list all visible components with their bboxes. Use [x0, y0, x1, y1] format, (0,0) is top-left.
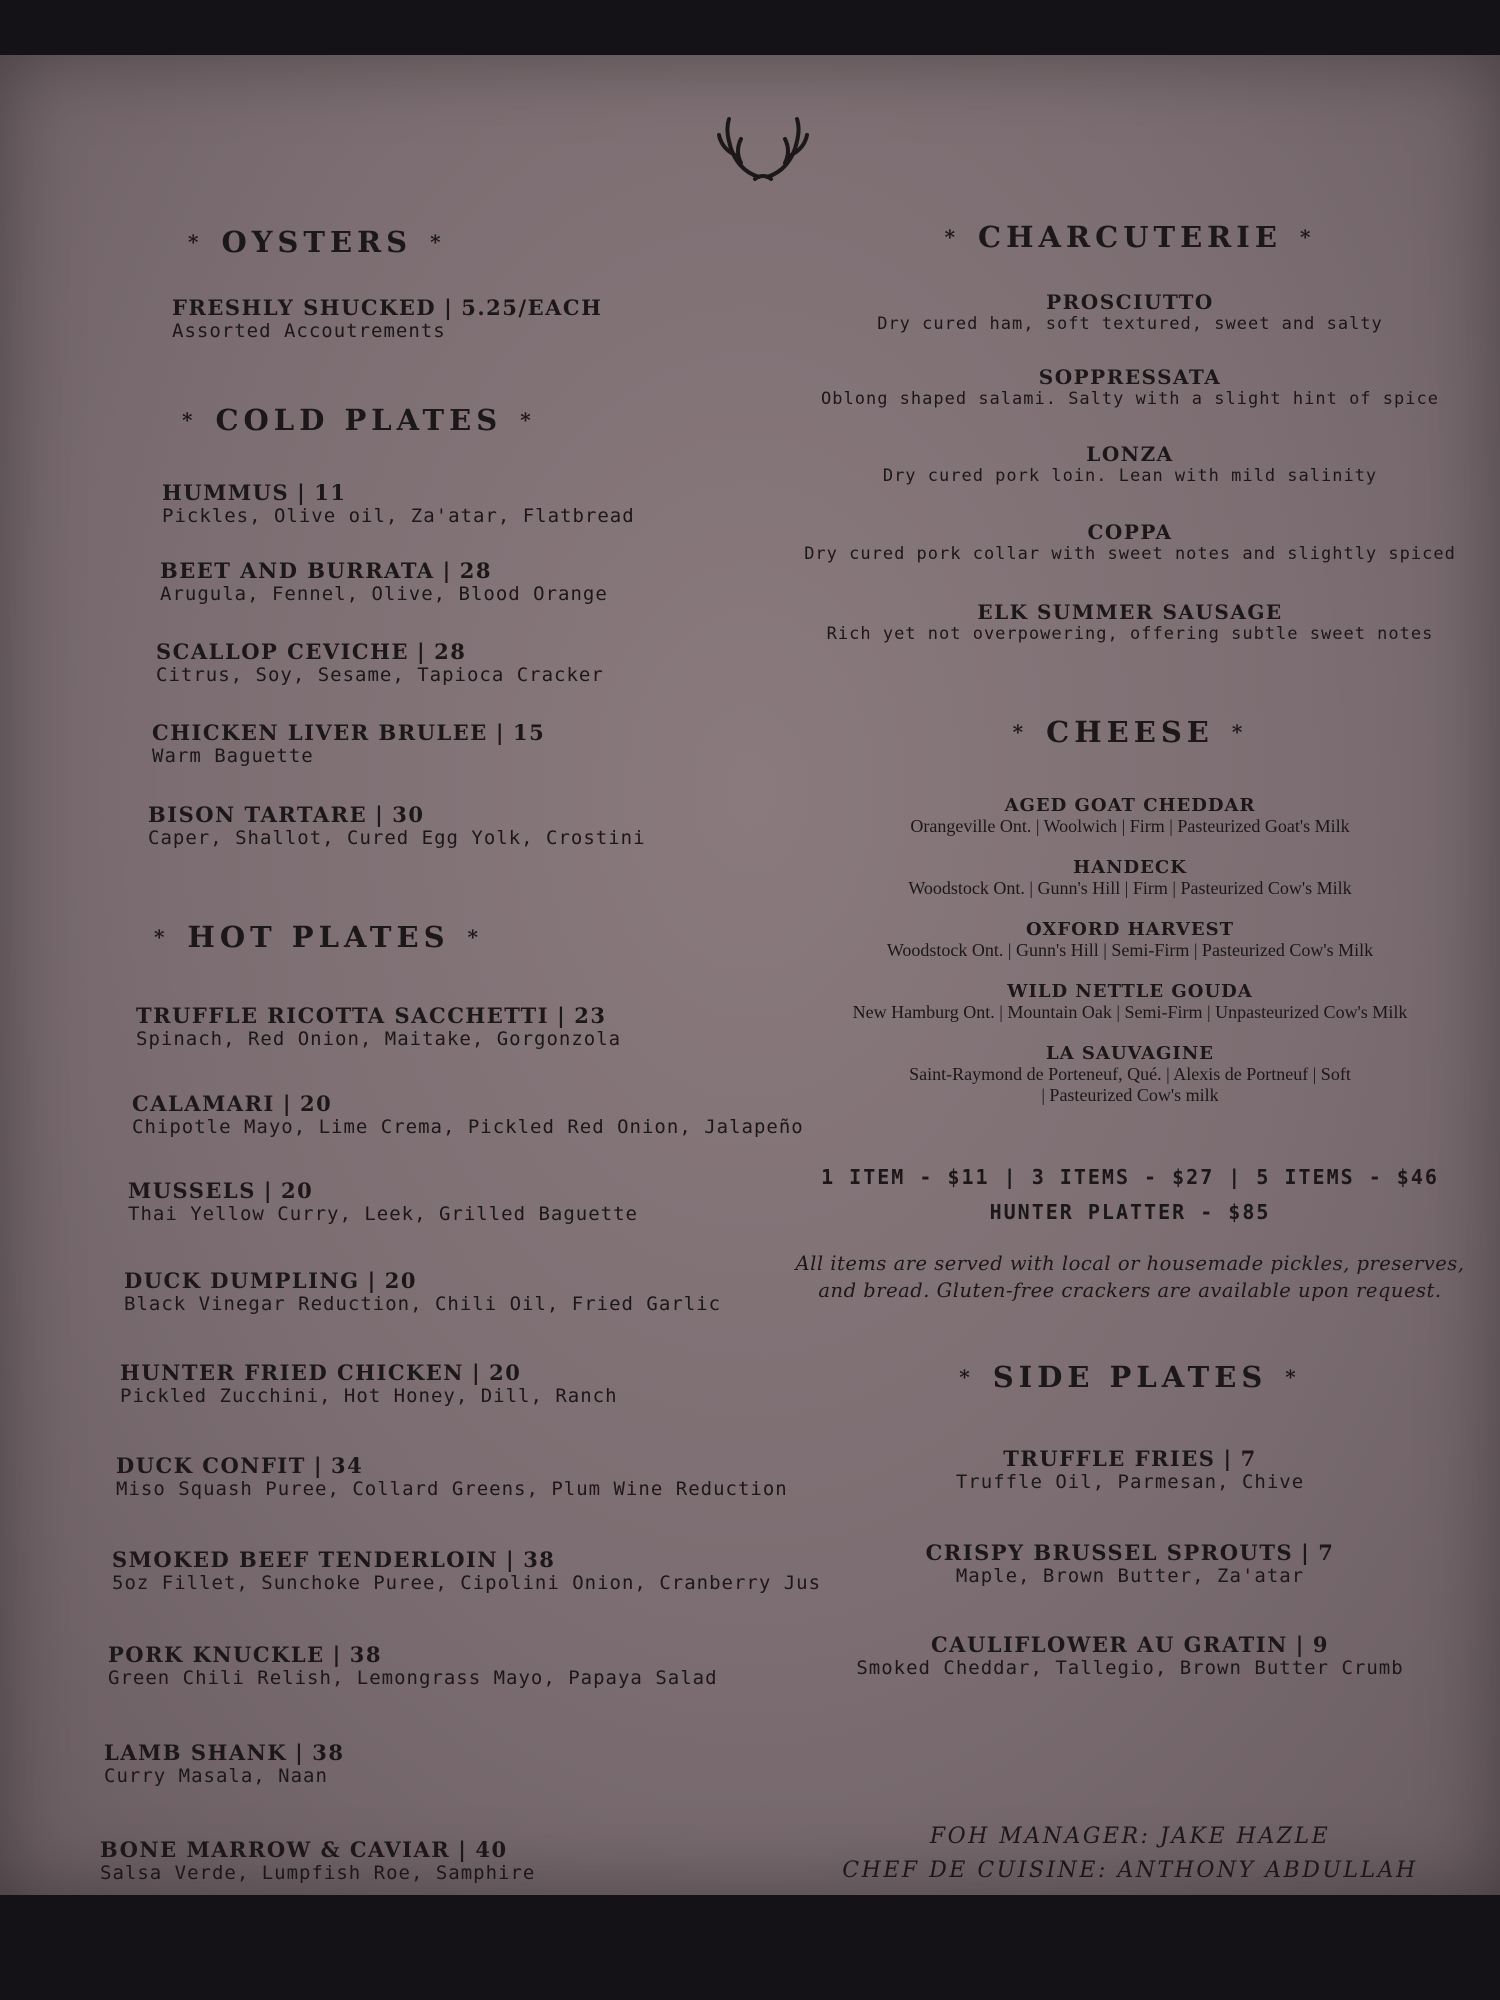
menu-item: DUCK CONFIT | 34 Miso Squash Puree, Collard Greens, Plum Wine Reduction	[116, 1453, 788, 1500]
menu-item: LAMB SHANK | 38 Curry Masala, Naan	[104, 1740, 345, 1787]
item-desc: Assorted Accoutrements	[172, 320, 446, 342]
cheese-item: WILD NETTLE GOUDA New Hamburg Ont. | Mountain Oak | Semi-Firm | Unpasteurized Cow's Milk	[852, 981, 1408, 1022]
menu-page	[0, 55, 1500, 1895]
menu-item: PORK KNUCKLE | 38 Green Chili Relish, Lemongrass Mayo, Papaya Salad	[108, 1642, 718, 1689]
charcuterie-item: SOPPRESSATA Oblong shaped salami. Salty with a slight hint of spice	[821, 365, 1439, 409]
oysters-title: * OYSTERS *	[188, 225, 446, 259]
menu-item: CALAMARI | 20 Chipotle Mayo, Lime Crema, Pickled Red Onion, Jalapeño	[132, 1091, 804, 1138]
cheese-pricing: 1 ITEM - $11 | 3 ITEMS - $27 | 5 ITEMS - $46	[821, 1165, 1439, 1189]
menu-item: DUCK DUMPLING | 20 Black Vinegar Reduction, Chili Oil, Fried Garlic	[124, 1268, 722, 1315]
hot-plates-title: * HOT PLATES *	[154, 920, 484, 954]
menu-item: SCALLOP CEVICHE | 28 Citrus, Soy, Sesame, Tapioca Cracker	[156, 639, 604, 686]
cheese-item: HANDECK Woodstock Ont. | Gunn's Hill | Firm | Pasteurized Cow's Milk	[908, 857, 1352, 898]
cold-plates-title: * COLD PLATES *	[182, 403, 536, 437]
menu-item: CHICKEN LIVER BRULEE | 15 Warm Baguette	[152, 720, 546, 767]
cheese-item: OXFORD HARVEST Woodstock Ont. | Gunn's Hill | Semi-Firm | Pasteurized Cow's Milk	[886, 919, 1374, 960]
foh-manager: FOH MANAGER: JAKE HAZLE	[929, 1824, 1331, 1849]
charcuterie-section	[770, 220, 1490, 254]
menu-item: HUNTER FRIED CHICKEN | 20 Pickled Zucchini, Hot Honey, Dill, Ranch	[120, 1360, 618, 1407]
hunter-platter: HUNTER PLATTER - $85	[989, 1200, 1271, 1224]
cheese-item: LA SAUVAGINE Saint-Raymond de Porteneuf, Qué. | Alexis de Portneuf | Soft | Pasteurized Cow's milk	[909, 1043, 1351, 1105]
item-name: FRESHLY SHUCKED	[172, 295, 437, 320]
charcuterie-item: ELK SUMMER SAUSAGE Rich yet not overpowering, offering subtle sweet notes	[826, 600, 1434, 644]
menu-item: SMOKED BEEF TENDERLOIN | 38 5oz Fillet, Sunchoke Puree, Cipolini Onion, Cranberry Jus	[112, 1547, 822, 1594]
menu-item: HUMMUS | 11 Pickles, Olive oil, Za'atar, Flatbread	[162, 480, 635, 527]
staff-credits	[770, 1820, 1490, 1888]
menu-item: TRUFFLE RICOTTA SACCHETTI | 23 Spinach, Red Onion, Maitake, Gorgonzola	[136, 1003, 622, 1050]
charcuterie-item: COPPA Dry cured pork collar with sweet notes and slightly spiced	[804, 520, 1456, 564]
menu-item: CRISPY BRUSSEL SPROUTS | 7 Maple, Brown Butter, Za'atar	[925, 1540, 1335, 1587]
cheese-title: * CHEESE *	[1012, 715, 1248, 749]
oysters-section	[170, 225, 464, 259]
side-plates-title: * SIDE PLATES *	[959, 1360, 1301, 1394]
menu-item: BONE MARROW & CAVIAR | 40 Salsa Verde, Lumpfish Roe, Samphire	[100, 1837, 536, 1884]
antlers-icon	[715, 115, 811, 185]
star-icon: *	[188, 230, 204, 254]
cold-plates-section	[164, 403, 554, 437]
cheese-section	[770, 715, 1490, 749]
menu-item: BEET AND BURRATA | 28 Arugula, Fennel, Olive, Blood Orange	[160, 558, 608, 605]
menu-item: FRESHLY SHUCKED | 5.25/EACH Assorted Accoutrements	[172, 295, 603, 342]
menu-item: CAULIFLOWER AU GRATIN | 9 Smoked Cheddar, Tallegio, Brown Butter Crumb	[856, 1632, 1404, 1679]
hot-plates-section	[136, 920, 501, 954]
item-price: 5.25/EACH	[461, 295, 603, 320]
star-icon: *	[430, 230, 446, 254]
menu-item: TRUFFLE FRIES | 7 Truffle Oil, Parmesan, Chive	[955, 1446, 1305, 1493]
menu-item: MUSSELS | 20 Thai Yellow Curry, Leek, Grilled Baguette	[128, 1178, 638, 1225]
cheese-note: All items are served with local or housemade pickles, preserves, and bread. Gluten-free crackers are available upon request.	[795, 1252, 1465, 1302]
charcuterie-item: PROSCIUTTO Dry cured ham, soft textured, sweet and salty	[877, 290, 1383, 334]
menu-item: BISON TARTARE | 30 Caper, Shallot, Cured Egg Yolk, Crostini	[148, 802, 646, 849]
cheese-item: AGED GOAT CHEDDAR Orangeville Ont. | Woolwich | Firm | Pasteurized Goat's Milk	[910, 795, 1350, 836]
side-plates-section	[770, 1360, 1490, 1394]
charcuterie-item: LONZA Dry cured pork loin. Lean with mild salinity	[882, 442, 1378, 486]
charcuterie-title: * CHARCUTERIE *	[944, 220, 1316, 254]
chef-de-cuisine: CHEF DE CUISINE: ANTHONY ABDULLAH	[842, 1858, 1418, 1883]
